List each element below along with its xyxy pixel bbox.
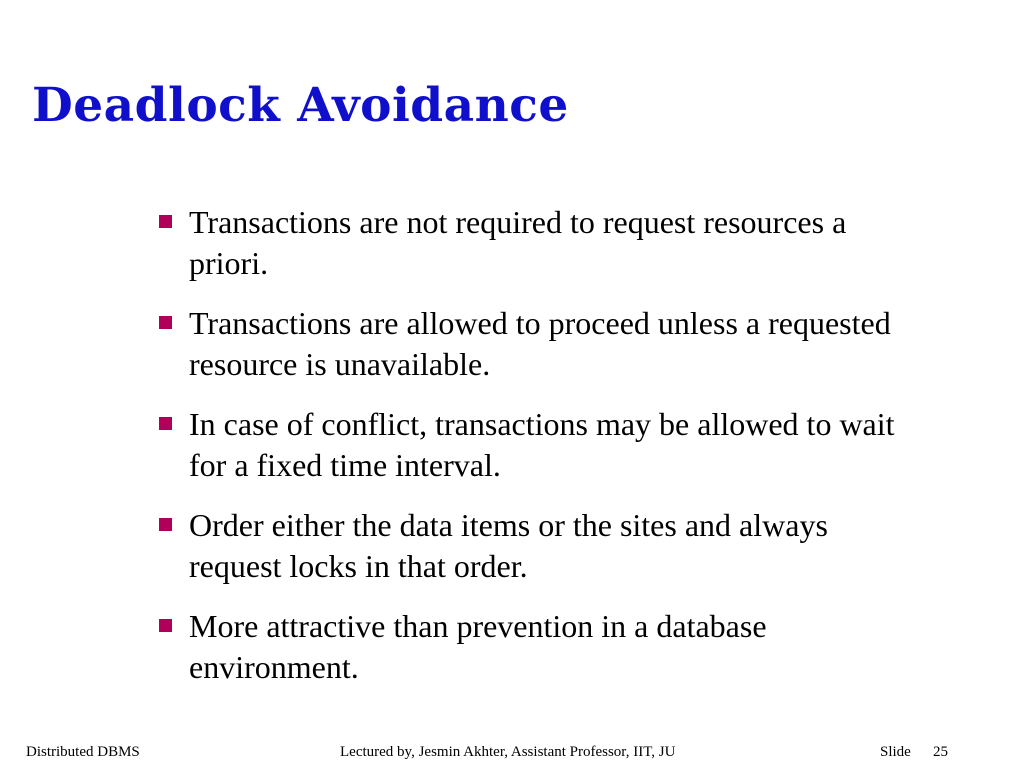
bullet-item [157, 202, 917, 284]
square-bullet-icon [159, 215, 172, 228]
slide-title: Deadlock Avoidance [32, 78, 569, 133]
square-bullet-icon [159, 619, 172, 632]
bullet-text: In case of conflict, transactions may be allowed to wait for a fixed time interval. [189, 406, 895, 483]
bullet-text: Order either the data items or the sites and always request locks in that order. [189, 507, 828, 584]
bullet-item [157, 606, 917, 688]
bullet-text: Transactions are allowed to proceed unless a requested resource is unavailable. [189, 305, 891, 382]
bullet-item [157, 404, 917, 486]
footer-course-name: Distributed DBMS [26, 744, 140, 760]
square-bullet-icon [159, 518, 172, 531]
square-bullet-icon [159, 316, 172, 329]
bullet-text: Transactions are not required to request resources a priori. [189, 204, 847, 281]
footer-lecturer: Lectured by, Jesmin Akhter, Assistant Professor, IIT, JU [340, 744, 676, 760]
bullet-list [157, 202, 917, 707]
bullet-item [157, 303, 917, 385]
footer-slide-number: 25 [933, 744, 948, 760]
bullet-item [157, 505, 917, 587]
slide-footer [0, 744, 1024, 766]
bullet-text: More attractive than prevention in a database environment. [189, 608, 767, 685]
square-bullet-icon [159, 417, 172, 430]
footer-slide-label: Slide [880, 744, 911, 760]
